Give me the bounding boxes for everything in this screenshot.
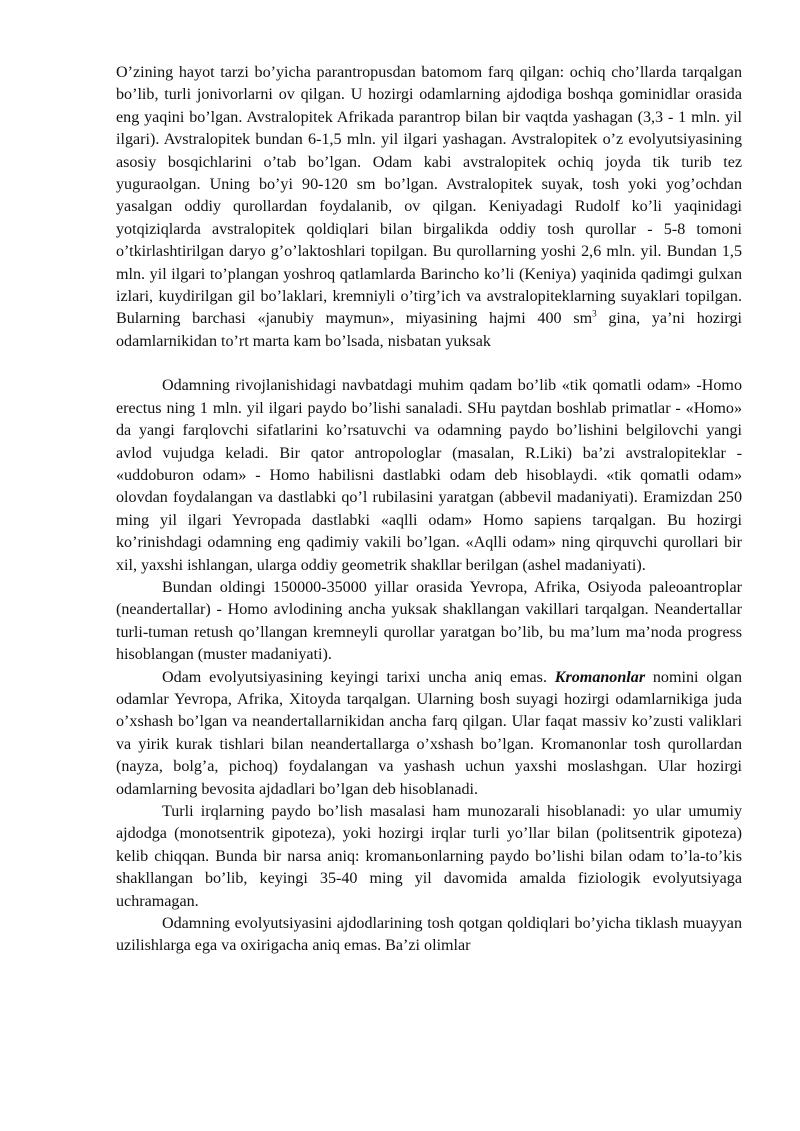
- paragraph-text-continued: nomini olgan odamlar Yevropa, Afrika, Xitoyda tarqalgan. Ularning bosh suyagi hozirgi odamlarnikiga juda o’xshash bo’lgan va neandertallarnikidan ancha farq qilgan. Ular faqat massiv ko’zusti valiklari va yirik kurak tishlari bilan neandertallarga o’xshash bo’lgan. Kromanonlar tosh qurollardan (nayza, bolg’a, pichoq) foydalangan va yashash uchun yaxshi moslashgan. Ular hozirgi odamlarning bevosita ajdadlari bo’lgan deb hisoblanadi.: [116, 668, 742, 798]
- paragraph-neanderthals: Bundan oldingi 150000-35000 yillar orasida Yevropa, Afrika, Osiyoda paleoantroplar (neandertallar) - Homo avlodining ancha yuksak shakllangan vakillari tarqalgan. Neandertallar turli-tuman retush qo’llangan kremneyli qurollar yaratgan bo’lib, bu ma’lum ma’noda progress hisoblangan (muster madaniyati).: [116, 578, 742, 664]
- paragraph-text: O’zining hayot tarzi bo’yicha parantropusdan batomom farq qilgan: ochiq cho’llarda tarqalgan bo’lib, turli jonivorlarni ov qilgan. U hozirgi odamlarning ajdodiga boshqa gominidlar orasida eng yaqini bo’lgan. Avstralopitek Afrikada parantrop bilan bir vaqtda yashagan (3,3 - 1 mln. yil ilgari). Avstralopitek bundan 6-1,5 mln. yil ilgari yashagan. Avstralopitek o’z evolyutsiyasining asosiy bosqichlarini o’tab bo’lgan. Odam kabi avstralopitek ochiq joyda tik turib tez yuguraolgan. Uning bo’yi 90-120 sm bo’lgan. Avstralopitek suyak, tosh yoki yog’ochdan yasalgan oddiy qurollardan foydalanib, ov qilgan. Keniyadagi Rudolf ko’li yaqinidagi yotqiziqlarda avstralopitek qoldiqlari bilan birgalikda oddiy tosh qurollar - 5-8 tomoni o’tkirlashtirilgan daryo g’o’laktoshlari topilgan. Bu qurollarning yoshi 2,6 mln. yil. Bundan 1,5 mln. yil ilgari to’plangan yoshroq qatlamlarda Barincho ko’li (Keniya) yaqinida qadimgi gulxan izlari, kuydirilgan gil bo’laklari, kremniyli o’tirg’ich va avstralopiteklarning suyaklari topilgan. Bularning barchasi «janubiy maymun», miyasining hajmi 400 sm: [116, 64, 742, 328]
- paragraph-races: Turli irqlarning paydo bo’lish masalasi ham munozarali hisoblanadi: yo ular umumiy ajdodga (monotsentrik gipoteza), yoki hozirgi irqlar turli yo’llar bilan (politsentrik gipoteza) kelib chiqqan. Bunda bir narsa aniq: kromanьonlarning paydo bo’lishi bilan odam to’la-to’kis shakllangan bo’lib, keyingi 35-40 ming yil davomida amalda fiziologik evolyutsiyaga uchramagan.: [116, 803, 742, 910]
- keyword-kromanonlar: Kromanonlar: [554, 668, 646, 686]
- paragraph-cromagnons: [116, 667, 742, 801]
- paragraph-homo-erectus: Odamning rivojlanishidagi navbatdagi muhim qadam bo’lib «tik qomatli odam» -Homo erectus ning 1 mln. yil ilgari paydo bo’lishi sanaladi. SHu paytdan boshlab primatlar - «Homo» da yangi farqlovchi sifatlarini ko’rsatuvchi va odamning paydo bo’lishini belgilovchi yangi avlod vujudga keladi. Bir qator antropologlar (masalan, R.Liki) ba’zi avstralopiteklar - «uddoburon odam» - Homo habilisni dastlabki odam deb hisoblaydi. «tik qomatli odam» olovdan foydalangan va dastlabki qo’l rubilasini yaratgan (abbevil madaniyati). Eramizdan 250 ming yil ilgari Yevropada dastlabki «aqlli odam» Homo sapiens tarqalgan. Bu hozirgi ko’rinishdagi odamning eng qadimiy vakili bo’lgan. «Aqlli odam» ning qirquvchi qurollari bir xil, yaxshi ishlangan, ularga oddiy geometrik shakllar berilgan (ashel madaniyati).: [116, 377, 742, 574]
- paragraph-evolution-reconstruction: Odamning evolyutsiyasini ajdodlarining tosh qotgan qoldiqlari bo’yicha tiklash muayyan uzilishlarga ega va oxirigacha aniq emas. Ba’zi olimlar: [116, 915, 742, 955]
- document-page: [116, 62, 742, 958]
- paragraph-gap: [116, 353, 742, 375]
- paragraph-australopithecus: [116, 62, 742, 353]
- paragraph-text: Odam evolyutsiyasining keyingi tarixi uncha aniq emas.: [162, 668, 555, 686]
- paragraph-text-continued: gina, ya’ni hozirgi odamlarnikidan to’rt marta kam bo’lsada, nisbatan yuksak: [116, 310, 742, 350]
- superscript-cube: 3: [592, 309, 597, 320]
